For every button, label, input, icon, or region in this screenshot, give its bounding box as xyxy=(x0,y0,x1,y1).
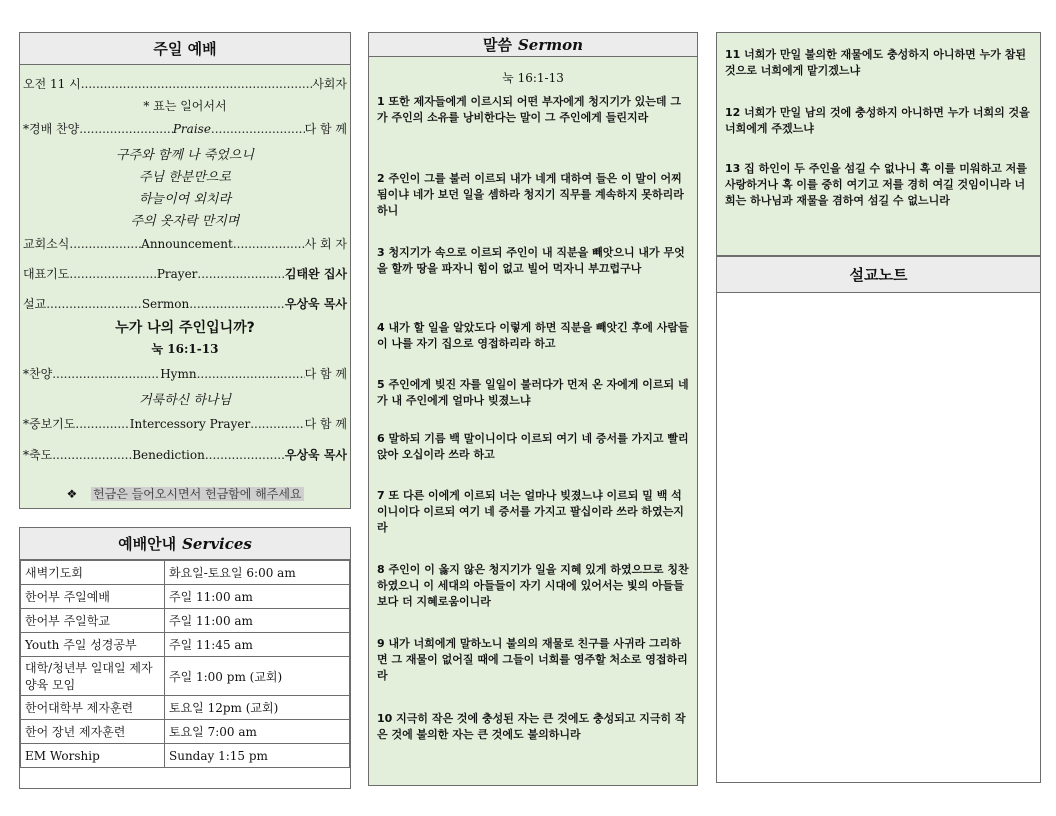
dot-leader xyxy=(81,77,313,91)
verse-10: 10 지극히 작은 것에 충성된 자는 큰 것에도 충성되고 지극히 작은 것에 불의한 자는 큰 것에도 불의하니라 xyxy=(377,712,686,741)
order-item-leader: 다 함 께 xyxy=(304,417,347,431)
order-item-intercession xyxy=(23,415,347,432)
dot-leader xyxy=(233,237,305,251)
order-item-benediction xyxy=(23,446,347,463)
service-name: Youth 주일 성경공부 xyxy=(21,633,165,657)
verse-3: 3 청지기가 속으로 이르되 주인이 내 직분을 빼앗으니 내가 무엇을 할까 땅을 파자니 힘이 없고 빌어 먹자니 부끄럽구나 xyxy=(377,246,685,275)
order-item-leader: 사 회 자 xyxy=(304,237,348,251)
services-row xyxy=(21,744,350,768)
dot-leader xyxy=(189,297,285,311)
dot-leader xyxy=(46,297,142,311)
dot-leader xyxy=(79,122,173,136)
sermon-notes-area[interactable] xyxy=(717,293,1040,782)
sermon-text-continued-panel xyxy=(716,32,1041,256)
sermon-text-title-ko: 말씀 xyxy=(482,36,512,54)
stand-note: * 표는 일어서서 xyxy=(143,99,227,113)
order-item-english: Announcement xyxy=(141,237,233,251)
services-row xyxy=(21,657,350,696)
service-time: 토요일 7:00 am xyxy=(165,720,350,744)
sermon-notes-title: 설교노트 xyxy=(849,266,908,284)
verse-8: 8 주인이 이 옳지 않은 청지기가 일을 지혜 있게 하였으므로 칭찬하였으니 이 세대의 아들들이 자기 시대에 있어서는 빛의 아들들보다 더 지혜로움이니라 xyxy=(377,563,689,608)
praise-song-2: 주님 한분만으로 xyxy=(138,170,232,185)
order-item-hymn xyxy=(23,365,347,382)
services-header xyxy=(20,528,350,560)
order-item-label: 대표기도 xyxy=(23,267,70,281)
service-time: 토요일 12pm (교회) xyxy=(165,696,350,720)
dot-leader xyxy=(205,448,285,462)
sermon-reference: 눅 16:1-13 xyxy=(151,342,219,356)
verse-7: 7 또 다른 이에게 이르되 너는 얼마나 빚졌느냐 이르되 밀 백 석이니이다 이르되 여기 네 증서를 가지고 팔십이라 쓰라 하였는지라 xyxy=(377,489,684,534)
diamond-bullet-icon: ❖ xyxy=(66,487,78,501)
worship-program-title: 주일 예배 xyxy=(153,40,217,58)
service-time: 주일 11:45 am xyxy=(165,633,350,657)
dot-leader xyxy=(69,267,156,281)
service-time: Sunday 1:15 pm xyxy=(165,744,350,768)
service-name: 한어대학부 제자훈련 xyxy=(21,696,165,720)
order-item-english: Benediction xyxy=(132,448,205,462)
order-item-leader: 우상욱 목사 xyxy=(284,297,347,311)
service-time: 주일 1:00 pm (교회) xyxy=(165,657,350,696)
services-row xyxy=(21,696,350,720)
order-item-english: Prayer xyxy=(156,267,198,281)
order-item-label: 교회소식 xyxy=(23,237,70,251)
order-item-english: Hymn xyxy=(160,367,197,381)
services-table xyxy=(20,560,350,768)
order-item-leader: 다 함 께 xyxy=(304,122,347,136)
sermon-text-title-en: Sermon xyxy=(517,35,584,54)
services-row xyxy=(21,561,350,585)
order-item-label: *축도 xyxy=(23,448,53,462)
verse-13: 13 집 하인이 두 주인을 섬길 수 없나니 혹 이를 미워하고 저를 사랑하거나 혹 이를 중히 여기고 저를 경히 여길 것임이니라 너희는 하나님과 재물을 겸하여 섬길 수 없느니라 xyxy=(725,162,1027,207)
service-time: 주일 11:00 am xyxy=(165,585,350,609)
verse-2: 2 주인이 그를 불러 이르되 내가 네게 대하여 들은 이 말이 어찌 됨이냐 네가 보던 일을 셈하라 청지기 직무를 계속하지 못하리라 하니 xyxy=(377,172,684,217)
offering-note-row xyxy=(20,485,350,502)
order-item-prayer xyxy=(23,265,347,282)
service-name: 한어부 주일예배 xyxy=(21,585,165,609)
order-item-english: Intercessory Prayer xyxy=(129,417,251,431)
offering-note: 헌금은 들어오시면서 헌금함에 해주세요 xyxy=(93,487,302,501)
order-item-sermon xyxy=(23,295,347,312)
service-leader-role: 사회자 xyxy=(312,77,347,91)
verse-5: 5 주인에게 빚진 자를 일일이 불러다가 먼저 온 자에게 이르되 네가 내 주인에게 얼마나 빚졌느냐 xyxy=(377,378,689,407)
service-name: 대학/청년부 일대일 제자양육 모임 xyxy=(21,657,165,696)
order-item-english: Sermon xyxy=(141,297,190,311)
services-row xyxy=(21,720,350,744)
order-item-label: *찬양 xyxy=(23,367,53,381)
service-name: 새벽기도회 xyxy=(21,561,165,585)
sermon-text-reference: 눅 16:1-13 xyxy=(502,71,564,85)
order-item-label: *경배 찬양 xyxy=(23,122,80,136)
dot-leader xyxy=(197,367,305,381)
order-item-leader: 다 함 께 xyxy=(304,367,348,381)
order-item-announcements xyxy=(23,235,347,252)
service-name: 한어부 주일학교 xyxy=(21,609,165,633)
services-title-en: Services xyxy=(182,534,252,553)
dot-leader xyxy=(250,417,304,431)
dot-leader xyxy=(197,267,284,281)
services-row xyxy=(21,633,350,657)
praise-song-1: 구주와 함께 나 죽었으니 xyxy=(116,148,254,163)
dot-leader xyxy=(211,122,305,136)
dot-leader xyxy=(52,448,132,462)
order-item-label: 설교 xyxy=(23,297,47,311)
praise-song-4: 주의 옷자락 만지며 xyxy=(130,214,240,229)
services-panel xyxy=(19,527,351,789)
sermon-notes-header xyxy=(717,257,1040,293)
verse-12: 12 너희가 만일 남의 것에 충성하지 아니하면 누가 너희의 것을 너희에게 주겠느냐 xyxy=(725,106,1030,135)
verse-1: 1 또한 제자들에게 이르시되 어떤 부자에게 청지기가 있는데 그가 주인의 소유를 낭비한다는 말이 그 주인에게 들린지라 xyxy=(377,95,681,124)
sermon-title: 누가 나의 주인입니까? xyxy=(115,320,255,336)
service-time: 오전 11 시 xyxy=(23,77,81,91)
dot-leader xyxy=(69,237,141,251)
services-row xyxy=(21,585,350,609)
service-name: 한어 장년 제자훈련 xyxy=(21,720,165,744)
dot-leader xyxy=(75,417,129,431)
service-time-row xyxy=(23,75,347,92)
dot-leader xyxy=(52,367,160,381)
services-title-ko: 예배안내 xyxy=(118,535,177,553)
sermon-text-panel xyxy=(368,32,698,786)
order-item-english: Praise xyxy=(172,122,211,136)
service-time: 화요일-토요일 6:00 am xyxy=(165,561,350,585)
services-row xyxy=(21,609,350,633)
order-item-label: *중보기도 xyxy=(23,417,76,431)
verse-11: 11 너희가 만일 불의한 재물에도 충성하지 아니하면 누가 참된 것으로 너희에게 맡기겠느냐 xyxy=(725,48,1026,77)
sermon-notes-panel xyxy=(716,256,1041,783)
hymn-title: 거룩하신 하나님 xyxy=(138,393,232,408)
order-item-praise xyxy=(23,120,347,137)
verse-4: 4 내가 할 일을 알았도다 이렇게 하면 직분을 빼앗긴 후에 사람들이 나를 자기 집으로 영접하리라 하고 xyxy=(377,321,689,350)
order-item-leader: 우상욱 목사 xyxy=(284,448,347,462)
service-name: EM Worship xyxy=(21,744,165,768)
verse-9: 9 내가 너희에게 말하노니 불의의 재물로 친구를 사귀라 그리하면 그 재물이 없어질 때에 그들이 너희를 영주할 처소로 영접하리라 xyxy=(377,637,688,682)
praise-song-3: 하늘이여 외치라 xyxy=(138,192,232,207)
service-time: 주일 11:00 am xyxy=(165,609,350,633)
sermon-text-header xyxy=(369,33,697,57)
verse-6: 6 말하되 기름 백 말이니이다 이르되 여기 네 증서를 가지고 빨리 앉아 오십이라 쓰라 하고 xyxy=(377,432,689,461)
worship-program-header xyxy=(20,33,350,65)
worship-program-panel xyxy=(19,32,351,509)
order-item-leader: 김태완 집사 xyxy=(284,267,348,281)
